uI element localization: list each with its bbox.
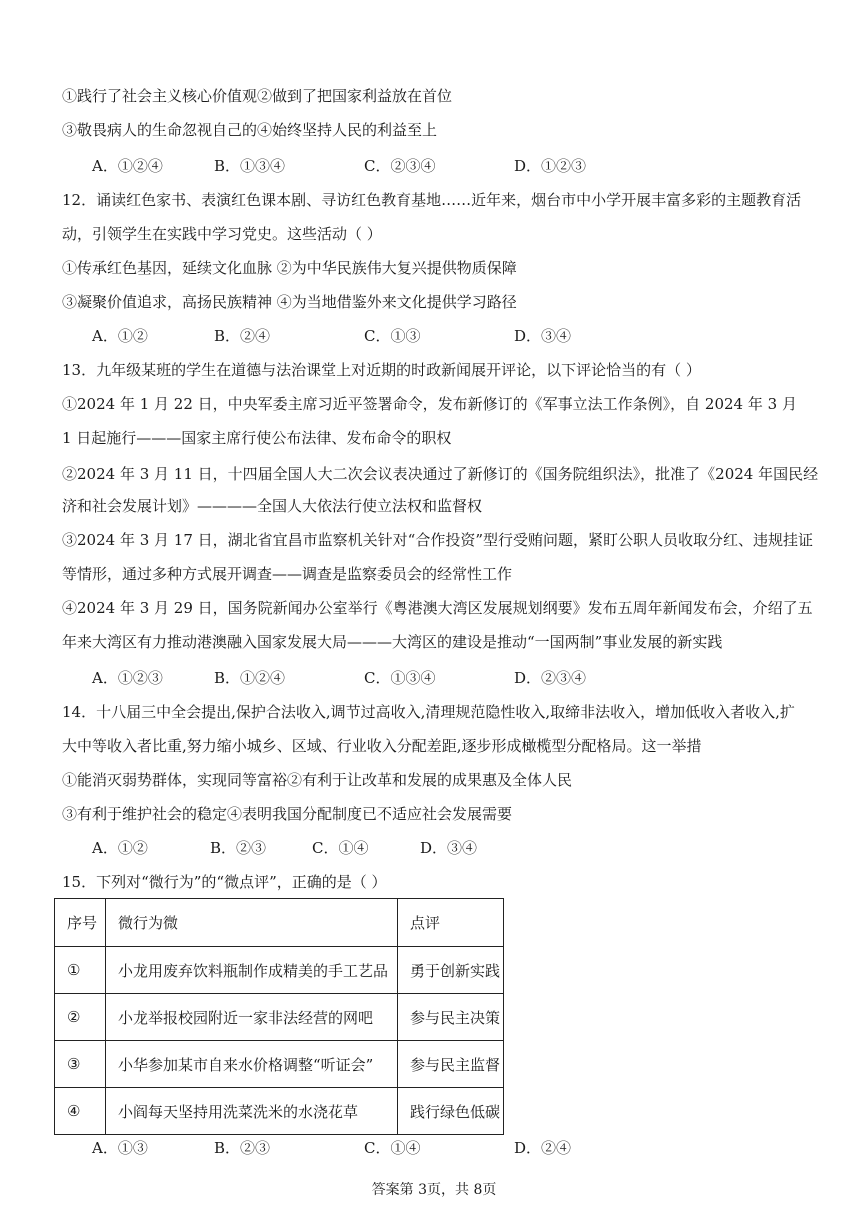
table-cell-behavior: 小龙举报校园附近一家非法经营的网吧 — [106, 994, 398, 1041]
q14-statement-2: ③有利于维护社会的稳定④表明我国分配制度已不适应社会发展需要 — [62, 805, 513, 823]
table-cell-number: ④ — [55, 1088, 106, 1135]
table-row — [55, 947, 504, 994]
table-cell-comment: 参与民主决策 — [398, 994, 504, 1041]
q13-line-8: 年来大湾区有力推动港澳融入国家发展大局———大湾区的建设是推动“一国两制”事业发展的新实践 — [62, 633, 723, 651]
table-cell-number: ② — [55, 994, 106, 1041]
table-cell-number: ① — [55, 947, 106, 994]
q14-option-c: C．①④ — [312, 839, 369, 857]
table-header-row — [55, 899, 504, 947]
page-footer: 答案第 3页，共 8页 — [371, 1182, 497, 1198]
q15-option-d: D．②④ — [514, 1139, 572, 1157]
q12-statement-1: ①传承红色基因，延续文化血脉 ②为中华民族伟大复兴提供物质保障 — [62, 259, 517, 277]
q14-option-b: B．②③ — [210, 839, 267, 857]
table-cell-comment: 践行绿色低碳 — [398, 1088, 504, 1135]
q14-statement-1: ①能消灭弱势群体，实现同等富裕②有利于让改革和发展的成果惠及全体人民 — [62, 771, 573, 789]
q12-options — [92, 326, 571, 346]
q12-statement-2: ③凝聚价值追求，高扬民族精神 ④为当地借鉴外来文化提供学习路径 — [62, 293, 517, 311]
q13-line-3: ②2024 年 3 月 11 日，十四届全国人大二次会议表决通过了新修订的《国务院组织法》，批准了《2024 年国民经 — [62, 465, 819, 483]
q12-option-b: B．②④ — [214, 327, 271, 345]
q13-options — [92, 668, 586, 688]
q13-option-d: D．②③④ — [514, 669, 587, 687]
table-row — [55, 1088, 504, 1135]
q14-stem-line-1: 14．十八届三中全会提出,保护合法收入,调节过高收入,清理规范隐性收入,取缔非法收入，增加低收入者收入,扩 — [62, 703, 795, 721]
q11-statement-1: ①践行了社会主义核心价值观②做到了把国家利益放在首位 — [62, 87, 453, 105]
q13-option-c: C．①③④ — [364, 669, 436, 687]
q11-options — [92, 156, 586, 176]
q11-option-a: A．①②④ — [92, 157, 163, 175]
table-row — [55, 994, 504, 1041]
q13-option-a: A．①②③ — [92, 669, 163, 687]
table-header-cell: 微行为微 — [106, 899, 398, 947]
q15-table — [54, 898, 504, 1135]
q11-option-c: C．②③④ — [364, 157, 436, 175]
q13-line-6: 等情形，通过多种方式展开调查——调查是监察委员会的经常性工作 — [62, 565, 513, 583]
q12-stem-line-1: 12．诵读红色家书、表演红色课本剧、寻访红色教育基地……近年来，烟台市中小学开展丰富多彩的主题教育活 — [62, 191, 802, 209]
table-cell-behavior: 小龙用废弃饮料瓶制作成精美的手工艺品 — [106, 947, 398, 994]
table-cell-behavior: 小阎每天坚持用洗菜洗米的水浇花草 — [106, 1088, 398, 1135]
q15-options — [92, 1138, 571, 1158]
q15-option-b: B．②③ — [214, 1139, 271, 1157]
q12-stem-line-2: 动，引领学生在实践中学习党史。这些活动（ ） — [62, 225, 382, 243]
q14-stem-line-2: 大中等收入者比重,努力缩小城乡、区域、行业收入分配差距,逐步形成橄榄型分配格局。这一举措 — [62, 737, 702, 755]
q12-option-d: D．③④ — [514, 327, 572, 345]
table-header-cell: 点评 — [398, 899, 504, 947]
q11-option-d: D．①②③ — [514, 157, 587, 175]
q13-line-4: 济和社会发展计划》————全国人大依法行使立法权和监督权 — [62, 497, 483, 515]
q13-line-2: 1 日起施行———国家主席行使公布法律、发布命令的职权 — [62, 429, 452, 447]
q12-option-a: A．①② — [92, 327, 148, 345]
table-header-cell: 序号 — [55, 899, 106, 947]
q15-option-c: C．①④ — [364, 1139, 421, 1157]
table-cell-number: ③ — [55, 1041, 106, 1088]
table-cell-behavior: 小华参加某市自来水价格调整“听证会” — [106, 1041, 398, 1088]
q15-stem: 15．下列对“微行为”的“微点评”，正确的是（ ） — [62, 873, 387, 891]
table-cell-comment: 勇于创新实践 — [398, 947, 504, 994]
q13-option-b: B．①②④ — [214, 669, 286, 687]
q13-stem: 13．九年级某班的学生在道德与法治课堂上对近期的时政新闻展开评论，以下评论恰当的有（ ） — [62, 361, 701, 379]
q13-line-7: ④2024 年 3 月 29 日，国务院新闻办公室举行《粤港澳大湾区发展规划纲要》发布五周年新闻发布会，介绍了五 — [62, 599, 813, 617]
q15-option-a: A．①③ — [92, 1139, 148, 1157]
q14-option-d: D．③④ — [420, 839, 478, 857]
q12-option-c: C．①③ — [364, 327, 421, 345]
q13-line-5: ③2024 年 3 月 17 日，湖北省宜昌市监察机关针对“合作投资”型行受贿问题，紧盯公职人员收取分红、违规挂证 — [62, 531, 813, 549]
q11-statement-2: ③敬畏病人的生命忽视自己的④始终坚持人民的利益至上 — [62, 121, 438, 139]
table-row — [55, 1041, 504, 1088]
q14-option-a: A．①② — [92, 839, 148, 857]
q13-line-1: ①2024 年 1 月 22 日，中央军委主席习近平签署命令，发布新修订的《军事立法工作条例》，自 2024 年 3 月 — [62, 395, 797, 413]
q11-option-b: B．①③④ — [214, 157, 286, 175]
q14-options — [92, 838, 477, 858]
table-cell-comment: 参与民主监督 — [398, 1041, 504, 1088]
